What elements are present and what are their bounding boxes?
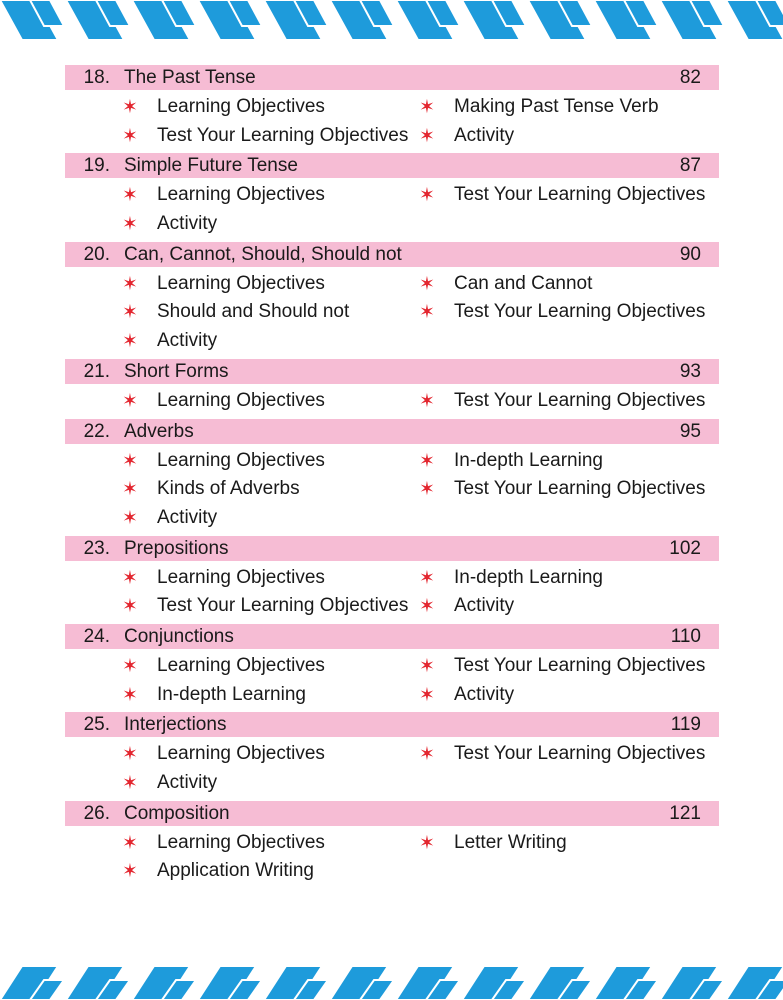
asterisk-icon: ✶ xyxy=(419,301,435,324)
chapter-topics xyxy=(65,652,719,709)
topic-label: Test Your Learning Objectives xyxy=(454,478,706,500)
asterisk-icon: ✶ xyxy=(122,124,138,147)
topic-label: Application Writing xyxy=(157,860,315,882)
chapter-number: 19. xyxy=(83,155,110,177)
chapter-number: 22. xyxy=(83,420,110,442)
topic-label: Test Your Learning Objectives xyxy=(157,595,409,617)
topic-label: Learning Objectives xyxy=(157,96,325,117)
asterisk-icon: ✶ xyxy=(122,743,138,766)
topic-label: Letter Writing xyxy=(454,831,567,853)
topic-label: Test Your Learning Objectives xyxy=(454,743,706,765)
chapter-page-number: 90 xyxy=(679,243,701,265)
chapter-title: Prepositions xyxy=(124,537,229,559)
chapter-number: 25. xyxy=(83,714,110,736)
topic-label: Learning Objectives xyxy=(157,389,325,411)
chapter-page-number: 102 xyxy=(669,537,701,559)
topic-row xyxy=(65,475,719,504)
topic-row xyxy=(65,857,719,886)
chapter-title: Simple Future Tense xyxy=(124,155,298,177)
chapter-title: The Past Tense xyxy=(124,67,256,88)
chapter-topics xyxy=(65,270,719,356)
topic-label: Test Your Learning Objectives xyxy=(454,301,706,323)
topic-row xyxy=(65,122,719,151)
topic-label: Should and Should not xyxy=(157,301,350,323)
topic-label: Activity xyxy=(454,683,515,705)
chapter-page-number: 121 xyxy=(669,802,701,824)
asterisk-icon: ✶ xyxy=(122,330,138,353)
chapter-page-number: 93 xyxy=(679,360,701,382)
asterisk-icon: ✶ xyxy=(122,654,138,677)
chapter-header[interactable] xyxy=(65,359,719,384)
chapter-page-number: 110 xyxy=(670,625,701,647)
asterisk-icon: ✶ xyxy=(419,743,435,766)
table-of-contents xyxy=(65,65,719,889)
topic-label: Activity xyxy=(157,772,218,793)
topic-label: Learning Objectives xyxy=(157,449,325,471)
topic-label: Test Your Learning Objectives xyxy=(454,184,706,206)
asterisk-icon: ✶ xyxy=(419,654,435,677)
topic-row xyxy=(65,298,719,327)
chapter-header[interactable] xyxy=(65,419,719,444)
chapter-topics xyxy=(65,93,719,150)
topic-label: Kinds of Adverbs xyxy=(157,478,300,500)
asterisk-icon: ✶ xyxy=(122,566,138,589)
asterisk-icon: ✶ xyxy=(419,124,435,147)
asterisk-icon: ✶ xyxy=(122,184,138,207)
chapter-title: Adverbs xyxy=(124,420,194,442)
asterisk-icon: ✶ xyxy=(122,831,138,854)
asterisk-icon: ✶ xyxy=(122,506,138,529)
asterisk-icon: ✶ xyxy=(419,595,435,618)
topic-label: Test Your Learning Objectives xyxy=(157,124,409,146)
asterisk-icon: ✶ xyxy=(419,184,435,207)
decorative-border-top xyxy=(0,0,783,48)
topic-row xyxy=(65,829,719,858)
topic-label: In-depth Learning xyxy=(454,566,603,588)
topic-row xyxy=(65,592,719,621)
chapter-topics xyxy=(65,447,719,533)
asterisk-icon: ✶ xyxy=(122,772,138,794)
asterisk-icon: ✶ xyxy=(419,831,435,854)
topic-row xyxy=(65,387,719,416)
topic-row xyxy=(65,504,719,533)
chapter-title: Composition xyxy=(124,802,230,824)
chapter-page-number: 87 xyxy=(679,155,701,177)
topic-label: Activity xyxy=(454,595,515,617)
topic-label: Activity xyxy=(157,330,218,352)
chapter-number: 21. xyxy=(83,360,110,382)
topic-label: Can and Cannot xyxy=(454,272,593,294)
chapter-header[interactable] xyxy=(65,801,719,826)
chapter-header[interactable] xyxy=(65,536,719,561)
chapter-header[interactable] xyxy=(65,712,719,737)
decorative-border-bottom xyxy=(0,958,783,1000)
asterisk-icon: ✶ xyxy=(419,96,435,118)
topic-label: Activity xyxy=(454,124,515,146)
topic-label: Activity xyxy=(157,506,218,528)
topic-label: Learning Objectives xyxy=(157,654,325,676)
chapter-number: 26. xyxy=(83,802,110,824)
asterisk-icon: ✶ xyxy=(122,478,138,501)
chapter-topics xyxy=(65,387,719,416)
topic-label: Learning Objectives xyxy=(157,272,325,294)
asterisk-icon: ✶ xyxy=(419,389,435,412)
chapter-topics xyxy=(65,740,719,797)
chapter-header[interactable] xyxy=(65,153,719,178)
topic-label: Learning Objectives xyxy=(157,184,325,206)
asterisk-icon: ✶ xyxy=(419,566,435,589)
topic-label: Learning Objectives xyxy=(157,743,325,765)
asterisk-icon: ✶ xyxy=(122,301,138,324)
chapter-number: 23. xyxy=(83,537,110,559)
topic-label: Making Past Tense Verb xyxy=(454,96,659,117)
asterisk-icon: ✶ xyxy=(419,272,435,295)
topic-row xyxy=(65,681,719,710)
asterisk-icon: ✶ xyxy=(419,683,435,706)
chapter-header[interactable] xyxy=(65,65,719,90)
chapter-header[interactable] xyxy=(65,624,719,649)
topic-label: In-depth Learning xyxy=(454,449,603,471)
topic-row xyxy=(65,564,719,593)
chapter-header[interactable] xyxy=(65,242,719,267)
asterisk-icon: ✶ xyxy=(122,860,138,883)
topic-label: Test Your Learning Objectives xyxy=(454,389,706,411)
topic-label: Learning Objectives xyxy=(157,566,325,588)
chapter-topics xyxy=(65,564,719,621)
chapter-number: 20. xyxy=(83,243,110,265)
asterisk-icon: ✶ xyxy=(122,272,138,295)
asterisk-icon: ✶ xyxy=(122,595,138,618)
topic-row xyxy=(65,210,719,239)
asterisk-icon: ✶ xyxy=(122,449,138,472)
topic-row xyxy=(65,740,719,769)
topic-row xyxy=(65,652,719,681)
topic-label: Test Your Learning Objectives xyxy=(454,654,706,676)
topic-row xyxy=(65,181,719,210)
chapter-page-number: 82 xyxy=(679,67,701,88)
topic-row xyxy=(65,447,719,476)
chapter-number: 18. xyxy=(83,67,110,88)
topic-label: Learning Objectives xyxy=(157,831,325,853)
chapter-number: 24. xyxy=(83,625,110,647)
asterisk-icon: ✶ xyxy=(419,449,435,472)
chapter-title: Can, Cannot, Should, Should not xyxy=(124,243,402,265)
chapter-title: Short Forms xyxy=(124,360,229,382)
asterisk-icon: ✶ xyxy=(122,389,138,412)
topic-row xyxy=(65,270,719,299)
asterisk-icon: ✶ xyxy=(419,478,435,501)
chapter-page-number: 95 xyxy=(679,420,701,442)
asterisk-icon: ✶ xyxy=(122,96,138,118)
chapter-topics xyxy=(65,181,719,238)
topic-row xyxy=(65,769,719,798)
topic-row xyxy=(65,93,719,122)
topic-label: Activity xyxy=(157,213,218,235)
chapter-topics xyxy=(65,829,719,886)
chapter-page-number: 119 xyxy=(670,714,701,736)
topic-label: In-depth Learning xyxy=(157,683,306,705)
asterisk-icon: ✶ xyxy=(122,213,138,236)
chapter-title: Conjunctions xyxy=(124,625,234,647)
chapter-title: Interjections xyxy=(124,714,227,736)
asterisk-icon: ✶ xyxy=(122,683,138,706)
topic-row xyxy=(65,327,719,356)
